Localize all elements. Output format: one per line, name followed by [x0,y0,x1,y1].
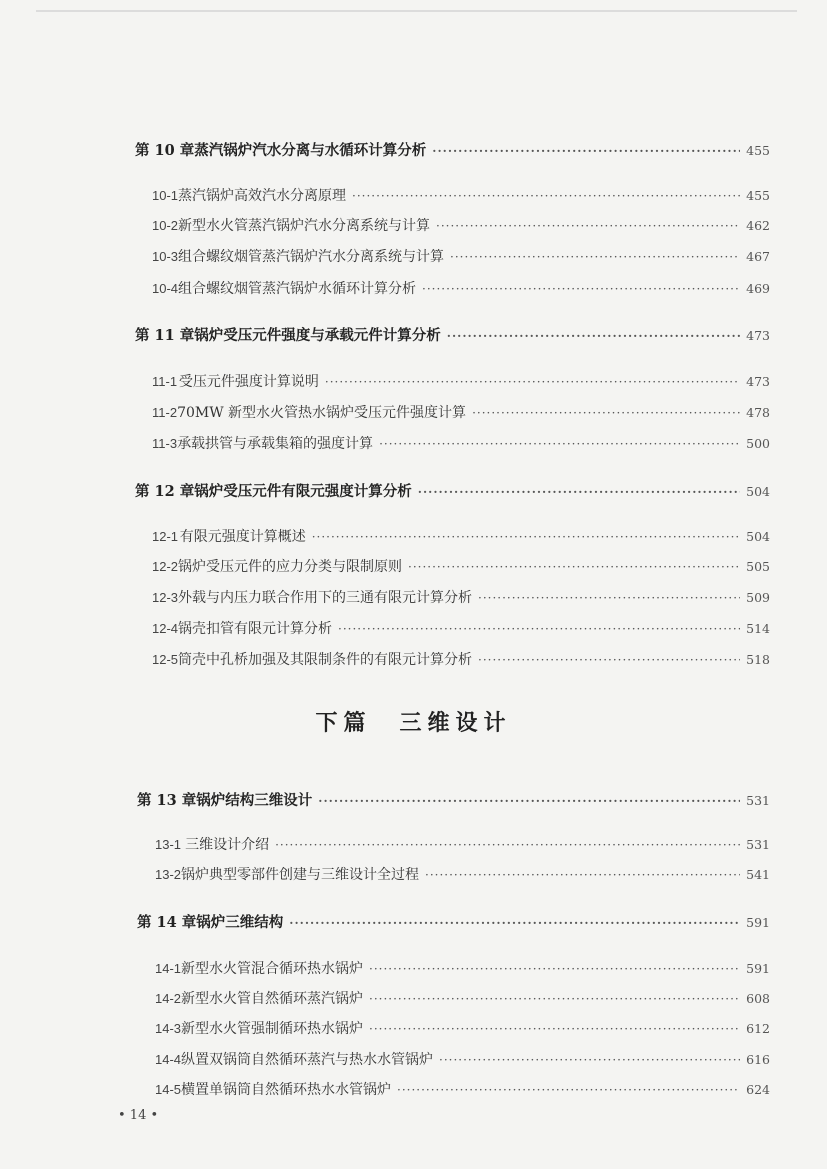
toc-chapter-10[interactable] [135,139,770,160]
chapter-title: 锅炉结构三维设计 [196,792,313,809]
section-title: 组合螺纹烟管蒸汽锅炉水循环计算分析 [178,281,417,297]
section-number: 11-1 [152,374,178,389]
section-number: 13-1 [155,837,182,852]
section-title: 横置单锅筒自然循环热水水管锅炉 [181,1082,392,1098]
section-number: 10-4 [152,281,179,296]
section-number: 10-2 [152,218,179,233]
page-number: 531 [746,793,770,808]
page-number: 455 [746,188,770,203]
section-title: 锅炉典型零部件创建与三维设计全过程 [181,867,420,883]
page-number: 591 [746,961,770,976]
chapter-label: 第 11 章 [135,327,195,344]
chapter-title: 锅炉受压元件强度与承载元件计算分析 [194,327,441,344]
page-number: 505 [746,559,770,574]
toc-chapter-14[interactable] [137,911,770,932]
toc-section-10-3[interactable] [152,246,770,266]
leader-dots [397,1083,740,1097]
section-number: 10-3 [152,249,179,264]
toc-section-10-1[interactable] [152,185,770,205]
section-number: 12-2 [152,559,179,574]
section-title: 有限元强度计算概述 [179,529,306,545]
page-number: 509 [746,590,770,605]
leader-dots [289,916,740,930]
page-number: 624 [746,1082,770,1097]
toc-section-12-5[interactable] [152,649,770,669]
leader-dots [325,375,740,389]
leader-dots [408,560,740,574]
toc-section-12-3[interactable] [152,587,770,607]
toc-chapter-12[interactable] [135,480,770,501]
page-number: 473 [746,328,770,343]
page-number: 541 [746,867,770,882]
leader-dots [432,144,740,158]
toc-section-13-2[interactable] [155,864,770,884]
chapter-label: 第 14 章 [137,914,197,931]
toc-section-14-1[interactable] [155,958,770,978]
page-number: 455 [746,143,770,158]
page-number: 514 [746,621,770,636]
toc-section-14-4[interactable] [155,1049,770,1069]
section-number: 11-2 [152,405,178,420]
page-number: 504 [746,529,770,544]
leader-dots [369,992,740,1006]
chapter-label: 第 12 章 [135,483,195,500]
page-number: 591 [746,915,770,930]
section-number: 13-2 [155,867,182,882]
leader-dots [369,962,740,976]
section-number: 12-4 [152,621,179,636]
leader-dots [436,219,740,233]
leader-dots [338,622,740,636]
chapter-title: 锅炉受压元件有限元强度计算分析 [194,483,412,500]
page-number: 478 [746,405,770,420]
page-number: 462 [746,218,770,233]
toc-chapter-11[interactable] [135,324,770,345]
leader-dots [447,329,740,343]
leader-dots [379,437,740,451]
toc-section-11-2[interactable] [152,402,770,422]
section-title: 70MW 新型水火管热水锅炉受压元件强度计算 [177,405,467,421]
section-number: 14-1 [155,961,182,976]
page-number: 531 [746,837,770,852]
leader-dots [425,868,740,882]
leader-dots [478,653,740,667]
toc-section-11-3[interactable] [152,433,770,453]
leader-dots [472,406,740,420]
leader-dots [478,591,740,605]
leader-dots [418,485,740,499]
toc-section-10-4[interactable] [152,278,770,298]
page-number: 473 [746,374,770,389]
section-title: 新型水火管自然循环蒸汽锅炉 [181,991,364,1007]
toc-section-12-2[interactable] [152,556,770,576]
section-number: 14-5 [155,1082,182,1097]
section-title: 纵置双锅筒自然循环蒸汽与热水水管锅炉 [181,1052,434,1068]
section-number: 14-3 [155,1021,182,1036]
page-number: 467 [746,249,770,264]
page-number: 500 [746,436,770,451]
page-number: 608 [746,991,770,1006]
chapter-label: 第 13 章 [137,792,197,809]
section-number: 10-1 [152,188,179,203]
section-title: 锅炉受压元件的应力分类与限制原则 [178,559,403,575]
section-number: 12-5 [152,652,179,667]
part-title: 下篇 三维设计 [315,710,512,736]
leader-dots [352,189,740,203]
toc-section-14-5[interactable] [155,1079,770,1099]
chapter-title: 蒸汽锅炉汽水分离与水循环计算分析 [194,142,427,159]
section-title: 受压元件强度计算说明 [178,374,319,390]
section-number: 14-2 [155,991,182,1006]
toc-section-12-1[interactable] [152,526,770,546]
section-title: 外载与内压力联合作用下的三通有限元计算分析 [178,590,473,606]
section-title: 蒸汽锅炉高效汽水分离原理 [178,188,347,204]
section-title: 筒壳中孔桥加强及其限制条件的有限元计算分析 [178,652,473,668]
leader-dots [450,250,740,264]
toc-section-14-2[interactable] [155,988,770,1008]
toc-section-10-2[interactable] [152,215,770,235]
section-title: 三维设计介绍 [185,837,270,853]
page-number: 616 [746,1052,770,1067]
page-footer-number: • 14 • [118,1108,159,1123]
toc-section-12-4[interactable] [152,618,770,638]
section-title: 组合螺纹烟管蒸汽锅炉汽水分离系统与计算 [178,249,445,265]
section-title: 承载拱管与承载集箱的强度计算 [177,436,374,452]
toc-section-13-1[interactable] [155,834,770,854]
section-number: 12-1 [152,529,179,544]
section-number: 12-3 [152,590,179,605]
leader-dots [439,1053,740,1067]
leader-dots [275,838,740,852]
page-number: 469 [746,281,770,296]
section-title: 新型水火管强制循环热水锅炉 [181,1021,364,1037]
toc-chapter-13[interactable] [137,789,770,810]
leader-dots [318,794,740,808]
section-title: 新型水火管混合循环热水锅炉 [181,961,364,977]
section-title: 锅壳扣管有限元计算分析 [178,621,333,637]
leader-dots [312,530,740,544]
section-number: 14-4 [155,1052,182,1067]
chapter-title: 锅炉三维结构 [196,914,284,931]
toc-section-14-3[interactable] [155,1018,770,1038]
leader-dots [422,282,740,296]
section-title: 新型水火管蒸汽锅炉汽水分离系统与计算 [178,218,431,234]
leader-dots [369,1022,740,1036]
page-number: 518 [746,652,770,667]
page-number: 612 [746,1021,770,1036]
toc-section-11-1[interactable] [152,371,770,391]
section-number: 11-3 [152,436,178,451]
chapter-label: 第 10 章 [135,142,195,159]
page-number: 504 [746,484,770,499]
